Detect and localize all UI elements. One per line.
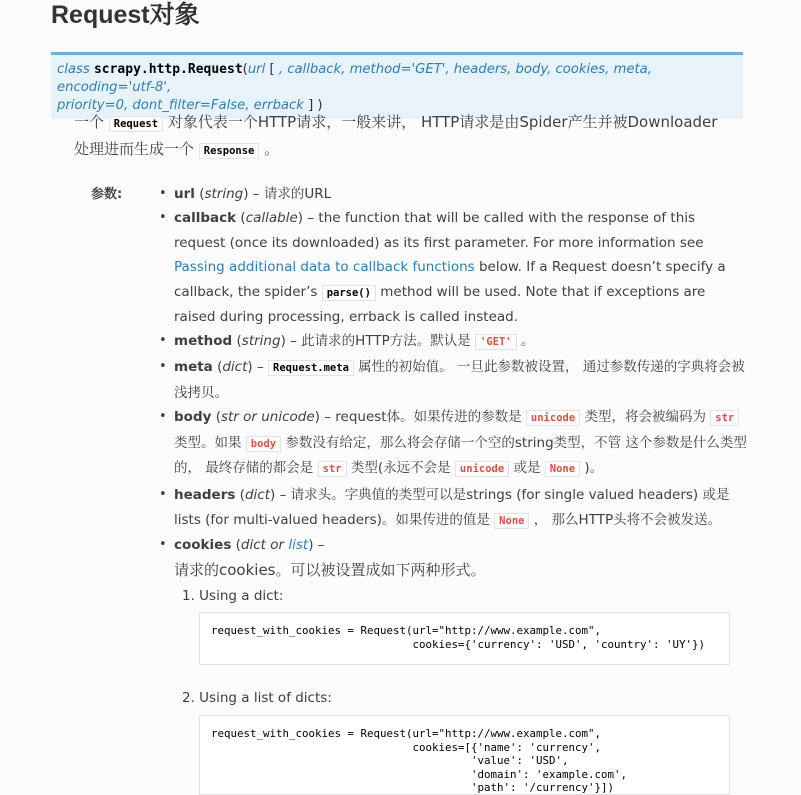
- param-desc-2: ， 那么HTTP头将不会被发送。: [529, 511, 722, 528]
- none-literal-2: None: [494, 513, 529, 529]
- param-desc-2: 类型，将会被编码为: [580, 409, 711, 425]
- request-literal: Request: [109, 116, 163, 132]
- param-desc-2: 属性的初始值。 一旦此参数被设置， 通过参数传递的字典将会被浅拷贝。: [174, 359, 745, 401]
- str-literal-2: str: [318, 461, 347, 477]
- desc-text-end: 。: [259, 140, 280, 158]
- param-name: meta: [174, 359, 213, 375]
- param-type: string: [204, 186, 244, 202]
- param-url: • url (string) – 请求的URL: [158, 182, 748, 206]
- param-type: string: [241, 333, 281, 349]
- param-desc: – 请求的URL: [248, 186, 332, 202]
- param-desc-3: 类型。如果: [174, 434, 246, 451]
- bullet-icon: •: [159, 333, 167, 348]
- param-desc-3: method will be used. Note that if exceptions are raised during processing, errback is called instead.: [174, 283, 706, 325]
- page-title: Request对象: [51, 1, 200, 29]
- sig-bracket-open: [: [265, 62, 279, 77]
- class-keyword: class: [57, 62, 90, 77]
- none-literal: None: [545, 461, 580, 477]
- param-dash: –: [313, 537, 325, 553]
- get-literal: 'GET': [475, 334, 517, 350]
- body-literal: body: [246, 436, 281, 452]
- param-name: headers: [174, 487, 236, 503]
- param-callback: • callback (callable) – the function that will be called with the response of this request (once its downloaded) as its first parameter. For more information see Passing additional data to callback functions below. If a Request doesn’t specify a callback, the spider’s parse() method will be used. Note that if exceptions are raised during processing, errback is called instead.: [158, 206, 748, 329]
- param-desc: – the function that will be called with the response of this request (once its downloaded) as its first parameter. For more information see: [174, 210, 704, 251]
- code-block-dict: request_with_cookies = Request(url="http://www.example.com", cookies={'currency': 'USD', 'country': 'UY'}): [199, 612, 730, 665]
- str-literal: str: [710, 410, 739, 426]
- param-name: cookies: [174, 537, 232, 553]
- param-type-or: or: [265, 537, 289, 553]
- params-label: 参数:: [91, 187, 123, 202]
- param-type: dict: [222, 359, 248, 375]
- sig-params: , callback, method='GET', headers, body, cookies, meta, encoding='utf-8',: [57, 62, 652, 95]
- param-desc-5: 类型(永远不会是: [346, 460, 455, 476]
- param-name: callback: [174, 210, 237, 226]
- param-name: url: [174, 186, 195, 202]
- bullet-icon: •: [159, 186, 167, 201]
- param-desc: – 请求头。字典值的类型可以是strings (for single valued headers) 或是lists (for multi-valued headers)。如果传进的值是: [174, 487, 730, 528]
- param-desc-7: )。: [580, 460, 604, 476]
- sublist-item-dict: 1. Using a dict:: [182, 588, 284, 604]
- code-block-list: request_with_cookies = Request(url="http://www.example.com", cookies=[{'name': 'currency', 'value': 'USD', 'domain': 'example.com', 'path': '/currency'}]): [199, 715, 730, 795]
- param-desc-end: 。: [516, 333, 535, 349]
- param-desc-2: below. If a Request doesn’t specify a callback, the spider’s: [174, 259, 726, 300]
- bullet-icon: •: [159, 487, 167, 502]
- class-name: scrapy.http.Request: [93, 62, 243, 77]
- sig-open-paren: (: [242, 62, 248, 77]
- class-signature: [51, 52, 743, 119]
- parse-literal: parse(): [322, 285, 376, 301]
- unicode-literal-2: unicode: [455, 461, 509, 477]
- bullet-icon: •: [159, 409, 167, 424]
- bullet-icon: •: [159, 359, 167, 374]
- param-cookies: • cookies (dict or list) – 请求的cookies。可以被设置成如下两种形式。: [158, 533, 748, 583]
- bullet-icon: •: [159, 210, 167, 225]
- param-desc-6: 或是: [509, 460, 545, 476]
- param-type: dict: [240, 537, 266, 553]
- desc-text-mid: 对象代表一个HTTP请求，一般来讲， HTTP请求是由Spider产生并被Downloader: [163, 113, 718, 131]
- passing-data-link[interactable]: Passing additional data to callback functions: [174, 259, 475, 275]
- sublist-item-list: 2. Using a list of dicts:: [182, 690, 332, 706]
- param-type: dict: [244, 487, 270, 503]
- unicode-literal: unicode: [526, 410, 580, 426]
- param-type: callable: [245, 210, 298, 226]
- param-desc: – request体。如果传进的参数是: [319, 409, 526, 425]
- class-description: [74, 110, 754, 164]
- sig-bracket-close: ] ): [303, 98, 323, 113]
- param-desc: –: [252, 359, 269, 375]
- param-name: body: [174, 409, 212, 425]
- param-desc: – 此请求的HTTP方法。默认是: [285, 333, 476, 349]
- param-meta: • meta (dict) – Request.meta 属性的初始值。 一旦此参数被设置， 通过参数传递的字典将会被浅拷贝。: [158, 355, 748, 405]
- list-type-link[interactable]: list: [288, 537, 309, 553]
- param-type: str or unicode: [220, 409, 315, 425]
- param-desc: 请求的cookies。可以被设置成如下两种形式。: [174, 560, 486, 579]
- sig-params-line2: priority=0, dont_filter=False, errback: [57, 98, 304, 113]
- param-desc-4: 参数没有给定，那么将会存储一个空的string类型，不管 这个参数是什么类型的， 最终存储的都会是: [174, 434, 747, 476]
- desc-text-line2: 处理进而生成一个: [74, 140, 199, 158]
- response-literal: Response: [199, 143, 260, 159]
- sig-first-param: url: [247, 62, 266, 77]
- param-body: • body (str or unicode) – request体。如果传进的参数是 unicode 类型，将会被编码为 str 类型。如果 body 参数没有给定，那么将会存储一个空的string类型，不管 这个参数是什么类型的， 最终存储的都会是 str 类型(永远不会是 unicode 或是 None )。: [158, 405, 748, 483]
- params-list: [158, 182, 748, 583]
- param-method: • method (string) – 此请求的HTTP方法。默认是 'GET' 。: [158, 329, 748, 355]
- param-headers: • headers (dict) – 请求头。字典值的类型可以是strings (for single valued headers) 或是lists (for multi-valued headers)。如果传进的值是 None ， 那么HTTP头将不会被发送。: [158, 483, 748, 533]
- param-name: method: [174, 333, 233, 349]
- desc-text: 一个: [74, 113, 109, 131]
- bullet-icon: •: [159, 537, 167, 552]
- request-meta-literal: Request.meta: [268, 360, 354, 376]
